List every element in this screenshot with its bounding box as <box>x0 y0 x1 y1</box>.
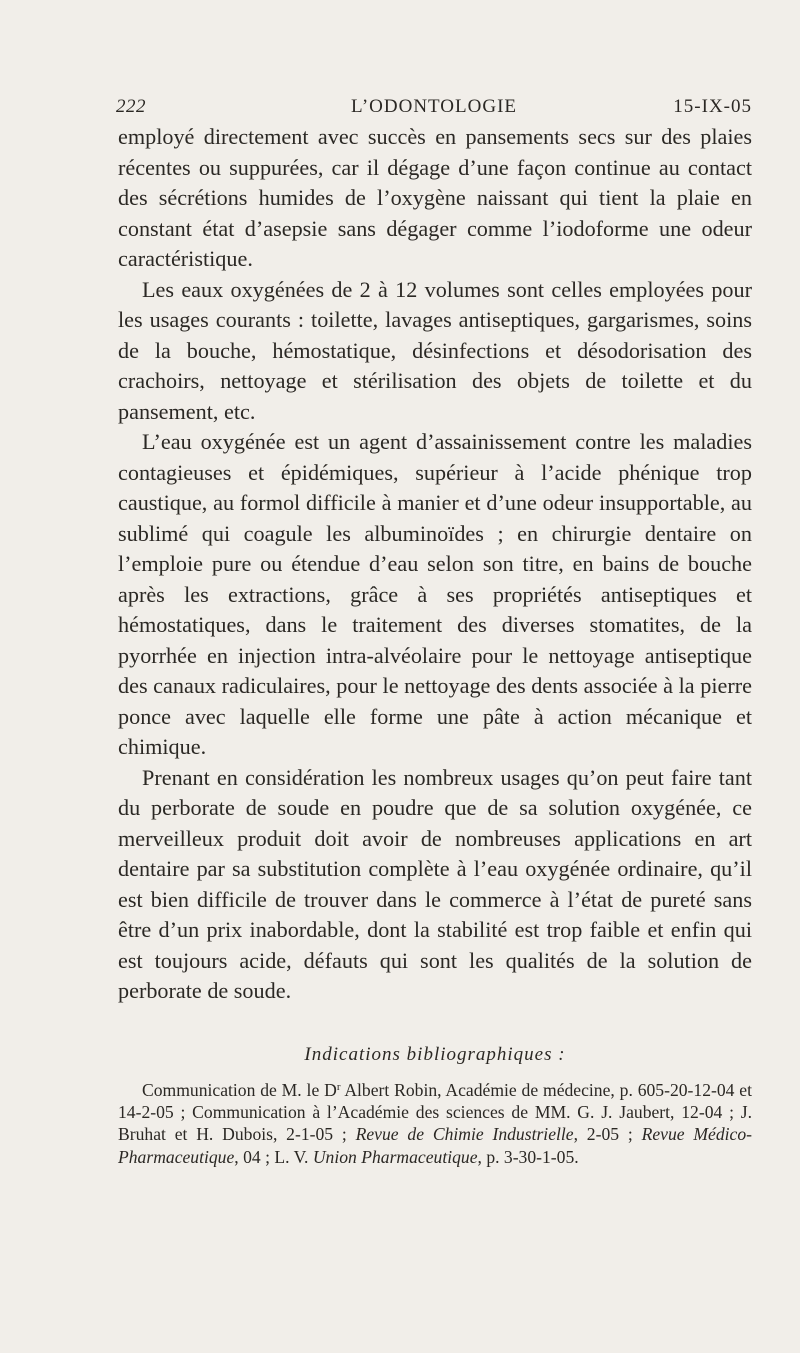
paragraph-perborate: Prenant en considération les nombreux usages qu’on peut faire tant du perborate de soude en poudre que de sa solution oxygénée, ce merveilleux produit doit avoir de nombreuses applications en art dentaire par sa substitution complète à l’eau oxygénée ordinaire, qu’il est bien difficile de trouver dans le commerce à l’état de pureté sans être d’un prix inabordable, dont la stabilité est trop faible et enfin qui est toujours acide, défauts qui sont les qualités de la solution de perborate de soude. <box>118 764 752 1003</box>
biblio-text-5: , p. 3-30-1-05. <box>477 1146 579 1167</box>
biblio-text-1: Communication de M. le D <box>142 1080 337 1100</box>
biblio-journal-2: Revue Médico-Pharmaceutique <box>118 1124 752 1167</box>
biblio-journal-1: Revue de Chimie Industrielle <box>355 1124 574 1145</box>
issue-date: 15-IX-05 <box>673 96 752 117</box>
page-number: 222 <box>116 96 146 117</box>
biblio-text-4: , 04 ; L. V. <box>234 1146 313 1167</box>
bibliography-entry <box>118 1079 752 1168</box>
biblio-text-3: , 2-05 ; <box>573 1124 642 1145</box>
biblio-text-2: Albert Robin, Académie de médecine, p. 605-20-12-04 et 14-2-05 ; Communication à l’Académie des sciences de MM. G. J. Jaubert, 12-04 ; J. Bruhat et H. Dubois, 2-1-05 ; <box>118 1080 752 1145</box>
paragraph-continued: employé directement avec succès en pansements secs sur des plaies récentes ou suppurées, car il dégage d’une façon continue au contact des sécrétions humides de l’oxygène naissant qui tient la plaie en constant état d’asepsie sans dégager comme l’iodoforme une odeur caractéristique. <box>118 124 752 271</box>
paragraph-eaux-oxygenees: Les eaux oxygénées de 2 à 12 volumes sont celles employées pour les usages courants : toilette, lavages antiseptiques, gargarismes, soins de la bouche, hémostatique, désinfections et désodorisation des crachoirs, nettoyage et stérilisation des objets de toilette et du pansement, etc. <box>118 276 752 424</box>
biblio-journal-3: Union Pharmaceutique <box>312 1146 478 1167</box>
biblio-superscript: r <box>336 1081 341 1093</box>
body-text <box>118 122 752 1007</box>
bibliography-heading: Indications bibliographiques : <box>304 1044 566 1065</box>
paragraph-assainissement: L’eau oxygénée est un agent d’assainissement contre les maladies contagieuses et épidémiques, supérieur à l’acide phénique trop caustique, au formol difficile à manier et d’une odeur insupportable, au sublimé qui coagule les albuminoïdes ; en chirurgie dentaire on l’emploie pure ou étendue d’eau selon son titre, en bains de bouche après les extractions, grâce à ses propriétés antiseptiques et hémostatiques, dans le traitement des diverses stomatites, de la pyorrhée en injection intra-alvéolaire pour le nettoyage antiseptique des canaux radiculaires, pour le nettoyage des dents associée à la pierre ponce avec laquelle elle forme une pâte à action mécanique et chimique. <box>118 429 752 759</box>
journal-title: L’ODONTOLOGIE <box>350 96 518 117</box>
running-head <box>116 96 752 122</box>
